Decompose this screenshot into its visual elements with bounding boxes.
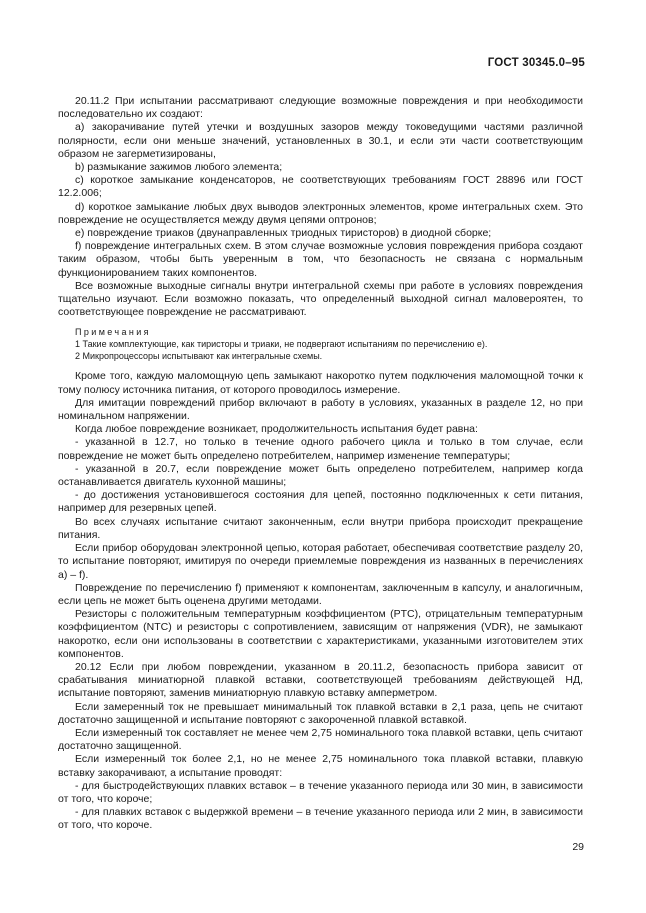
paragraph: d) короткое замыкание любых двух выводов электронных элементов, кроме интегральных схем. Это повреждение не осуществляется между двумя цепями оптронов; [58, 200, 583, 226]
paragraph: - для быстродействующих плавких вставок – в течение указанного периода или 30 мин, в зависимости от того, что короче; [58, 779, 583, 805]
paragraph-group-1 [58, 95, 583, 319]
paragraph: 20.12 Если при любом повреждении, указанном в 20.11.2, безопасность прибора зависит от срабатывания миниатюрной плавкой вставки, соответствующей требованиям действующей НД, испытание повторяют, заменив миниатюрную плавкую вставку амперметром. [58, 660, 583, 700]
paragraph: f) повреждение интегральных схем. В этом случае возможные условия повреждения прибора создают таким образом, чтобы быть уверенным в том, что безопасность не связана с нормальным функционированием таких компонентов. [58, 240, 583, 279]
paragraph: Повреждение по перечислению f) применяют к компонентам, заключенным в капсулу, и аналогичным, если цепь не может быть оценена другими методами. [58, 581, 583, 607]
page-number: 29 [572, 841, 584, 853]
document-header: ГОСТ 30345.0–95 [487, 57, 585, 69]
paragraph: Резисторы с положительным температурным коэффициентом (PTC), отрицательным температурным коэффициентом (NTC) и резисторы с сопротивлением, зависящим от напряжения (VDR), не замыкают накоротко, если они использованы в соответствии с характеристиками, указанными изготовителем этих компонентов. [58, 608, 583, 660]
paragraph: Все возможные выходные сигналы внутри интегральной схемы при работе в условиях повреждения тщательно изучают. Если возможно показать, что определенный выходной сигнал маловероятен, то соответствующее повреждение не рассматривают. [58, 279, 583, 319]
paragraph: e) повреждение триаков (двунаправленных триодных тиристоров) в диодной сборке; [75, 227, 492, 240]
paragraph: Если прибор оборудован электронной цепью, которая работает, обеспечивая соответствие разделу 20, то испытание повторяют, имитируя по очереди приемлемые повреждения из названных в перечислениях а) – f). [58, 542, 583, 581]
notes-heading: Примечания [75, 327, 151, 338]
paragraph: Кроме того, каждую маломощную цепь замыкают накоротко путем подключения маломощной точки к тому полюсу источника питания, от которого проводилось измерение. [58, 370, 583, 396]
paragraph: - указанной в 20.7, если повреждение может быть определено потребителем, например когда останавливается двигатель кухонной машины; [58, 462, 583, 489]
paragraph: Если измеренный ток более 2,1, но не менее 2,75 номинального тока плавкой вставки, плавкую вставку закорачивают, а испытание проводят: [58, 753, 583, 779]
paragraph: - для плавких вставок с выдержкой времени – в течение указанного периода или 2 мин, в зависимости от того, что короче. [58, 806, 583, 832]
paragraph: Когда любое повреждение возникает, продолжительность испытания будет равна: [75, 423, 478, 436]
paragraph: b) размыкание зажимов любого элемента; [75, 161, 283, 174]
paragraph: Во всех случаях испытание считают законченным, если внутри прибора происходит прекращение питания. [58, 515, 583, 541]
paragraph: 20.11.2 При испытании рассматривают следующие возможные повреждения и при необходимости последовательно их создают: [58, 95, 583, 121]
paragraph: - указанной в 12.7, но только в течение одного рабочего цикла и только в том случае, если повреждение не может быть определено потребителем, например изменение температуры; [58, 436, 583, 462]
note-item: 1 Такие комплектующие, как тиристоры и триаки, не подвергают испытаниям по перечислению е). [75, 339, 488, 350]
note-item: 2 Микропроцессоры испытывают как интегральные схемы. [75, 351, 323, 362]
paragraph-group-2 [58, 370, 583, 832]
paragraph: Если замеренный ток не превышает минимальный ток плавкой вставки в 2,1 раза, цепь не считают достаточно защищенной и испытание повторяют с закороченной плавкой вставкой. [58, 700, 583, 726]
paragraph: Для имитации повреждений прибор включают в работу в условиях, указанных в разделе 12, но при номинальном напряжении. [58, 396, 583, 423]
paragraph: - до достижения установившегося состояния для цепей, постоянно подключенных к сети питания, например для резервных цепей. [58, 489, 583, 515]
paragraph: a) закорачивание путей утечки и воздушных зазоров между токоведущими частями различной полярности, если они меньше значений, установленных в 30.1, и если эти части соответствующим образом не загерметизированы, [58, 121, 583, 160]
paragraph: c) короткое замыкание конденсаторов, не соответствующих требованиям ГОСТ 28896 или ГОСТ 12.2.006; [58, 174, 583, 200]
notes-block [58, 326, 583, 362]
page-body [58, 95, 583, 833]
paragraph: Если измеренный ток составляет не менее чем 2,75 номинального тока плавкой вставки, цепь считают достаточно защищенной. [58, 726, 583, 753]
